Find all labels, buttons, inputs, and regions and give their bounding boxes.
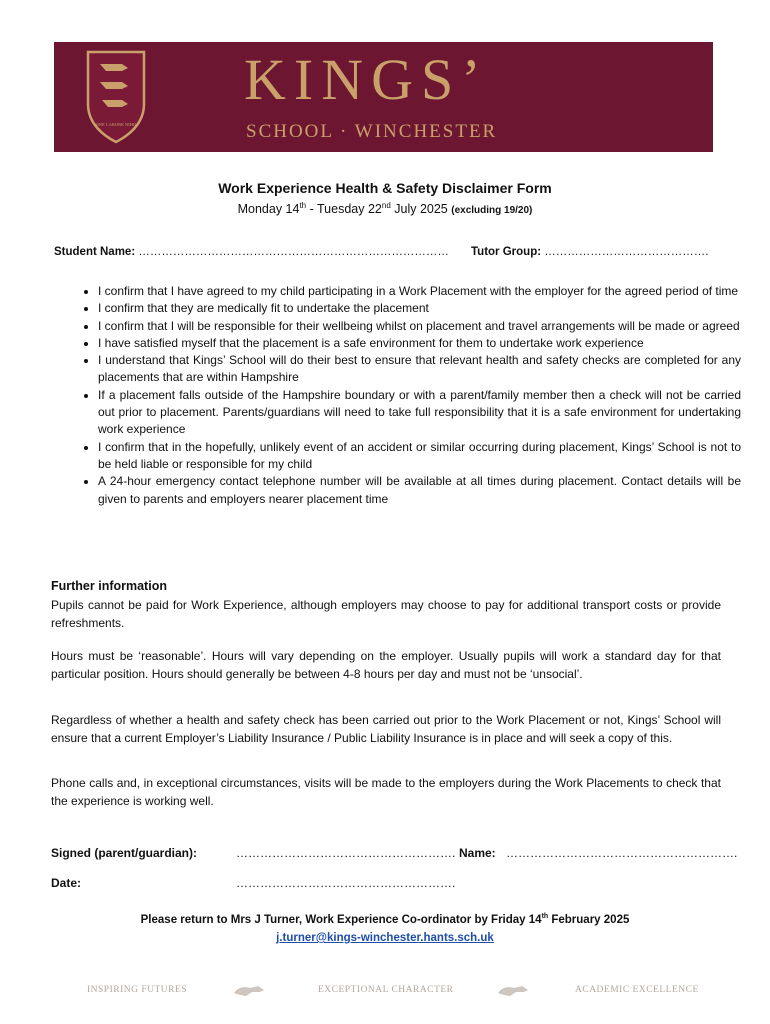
header-banner bbox=[54, 42, 713, 152]
name-blank[interactable]: …………………………………………………. bbox=[506, 846, 738, 860]
date-label: Date: bbox=[51, 876, 82, 890]
footer-item-inspiring: INSPIRING FUTURES bbox=[87, 985, 188, 995]
list-item: • I have satisfied myself that the placement is a safe environment for them to undertake work experience bbox=[98, 335, 741, 352]
tutor-group-label: Tutor Group: bbox=[471, 246, 542, 258]
further-info-heading: Further information bbox=[51, 579, 167, 593]
list-item: • I understand that Kings’ School will do their best to ensure that relevant health and safety checks are completed for any placements that are within Hampshire bbox=[98, 352, 741, 387]
paragraph-insurance: Regardless of whether a health and safety check has been carried out prior to the Work Placement or not, Kings’ School will ensure that a current Employer’s Liability Insurance / Public Liability Insurance is in place and will seek a copy of this. bbox=[51, 713, 721, 745]
footer-item-character: EXCEPTIONAL CHARACTER bbox=[318, 985, 454, 995]
crest-motto: SINE LABORE NIHIL bbox=[94, 122, 138, 127]
form-dates: Monday 14th - Tuesday 22nd July 2025 (excluding 19/20) bbox=[237, 201, 533, 217]
paragraph-payment: Pupils cannot be paid for Work Experience, although employers may choose to pay for additional transport costs or provide refreshments. bbox=[51, 598, 721, 630]
lion-icon bbox=[496, 981, 532, 999]
paragraph-visits: Phone calls and, in exceptional circumstances, visits will be made to the employers during the Work Placements to check that the experience is working well. bbox=[51, 776, 721, 808]
footer-item-academic: ACADEMIC EXCELLENCE bbox=[575, 985, 699, 995]
list-item: • I confirm that I have agreed to my child participating in a Work Placement with the employer for the agreed period of time bbox=[98, 283, 741, 300]
student-name-blank[interactable]: ……………………………………………………………………… bbox=[138, 246, 449, 258]
form-title: Work Experience Health & Safety Disclaimer Form bbox=[218, 180, 552, 196]
list-item: • I confirm that I will be responsible for their wellbeing whilst on placement and travel arrangements will be made or agreed bbox=[98, 318, 741, 335]
dates-note: (excluding 19/20) bbox=[451, 205, 533, 217]
school-subtitle: SCHOOL · WINCHESTER bbox=[246, 121, 498, 142]
list-item: • If a placement falls outside of the Hampshire boundary or with a parent/family member then a check will not be carried out prior to placement. Parents/guardians will need to take full responsibility that it is a safe environment for undertaking work experience bbox=[98, 387, 741, 439]
school-name: KINGS’ bbox=[244, 47, 489, 112]
list-item: • I confirm that they are medically fit to undertake the placement bbox=[98, 300, 741, 317]
paragraph-hours: Hours must be ‘reasonable’. Hours will vary depending on the employer. Usually pupils will work a standard day for that particular position. Hours should generally be between 4-8 hours per day and must not be ‘unsocial’. bbox=[51, 649, 721, 681]
student-name-field[interactable] bbox=[54, 246, 449, 258]
signed-label: Signed (parent/guardian): bbox=[51, 846, 198, 860]
return-instructions: Please return to Mrs J Turner, Work Experience Co-ordinator by Friday 14th February 2025 bbox=[140, 913, 630, 926]
tutor-group-blank[interactable]: ……………………………………. bbox=[544, 246, 709, 258]
list-item: • A 24-hour emergency contact telephone number will be available at all times during placement. Contact details will be given to parents and employers nearer placement time bbox=[98, 473, 741, 508]
list-item: • I confirm that in the hopefully, unlikely event of an accident or similar occurring during placement, Kings’ School is not to be held liable or responsible for my child bbox=[98, 439, 741, 474]
tutor-group-field[interactable] bbox=[471, 246, 708, 258]
signed-blank[interactable]: ………………………………………………. bbox=[236, 846, 456, 860]
lion-icon bbox=[232, 981, 268, 999]
confirmation-list bbox=[78, 283, 741, 508]
school-crest-icon bbox=[84, 48, 148, 144]
student-name-label: Student Name: bbox=[54, 246, 136, 258]
date-blank[interactable]: ………………………………………………. bbox=[236, 876, 456, 890]
name-label: Name: bbox=[459, 846, 496, 860]
contact-email-link[interactable]: j.turner@kings-winchester.hants.sch.uk bbox=[276, 932, 494, 944]
